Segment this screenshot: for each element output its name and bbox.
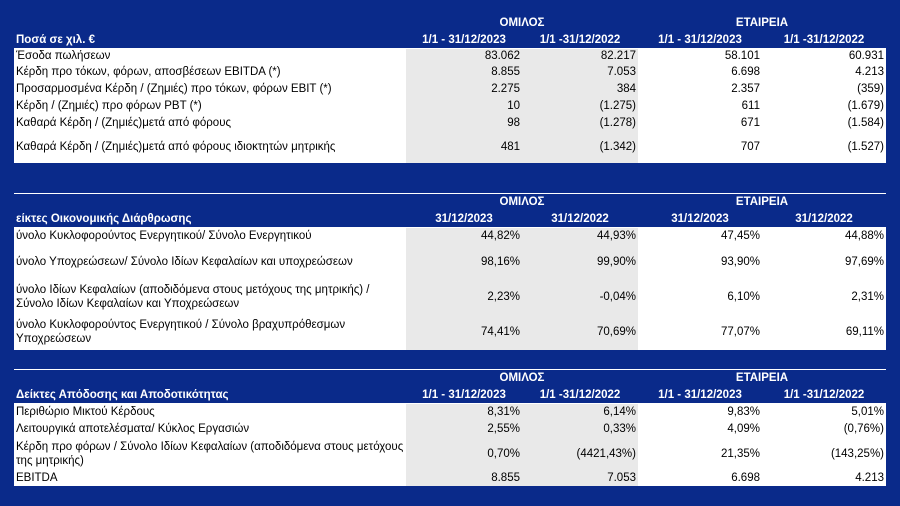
row-label: Καθαρά Κέρδη / (Ζημιές)μετά από φόρους ιδιοκτητών μητρικής	[14, 132, 406, 163]
cell-value: 384	[522, 81, 638, 98]
cell-value: 2,31%	[762, 280, 886, 315]
row-label: ύνολο Υποχρεώσεων/ Σύνολο Ιδίων Κεφαλαίων και υποχρεώσεων	[14, 245, 406, 280]
cell-value: 74,41%	[406, 315, 522, 350]
performance-ratios-table	[14, 369, 886, 486]
table-title: είκτες Οικονομικής Διάρθρωσης	[16, 212, 192, 225]
cell-value: (4421,43%)	[522, 438, 638, 470]
group-header-company: ΕΤΑΙΡΕΙΑ	[735, 17, 789, 29]
group-header-company: ΕΤΑΙΡΕΙΑ	[735, 196, 789, 208]
cell-value: (1.527)	[762, 132, 886, 163]
cell-value: 44,88%	[762, 228, 886, 245]
cell-value: 707	[638, 132, 762, 163]
table-title: Ποσά σε χιλ. €	[16, 33, 95, 46]
column-header: 1/1 - 31/12/2023	[422, 33, 506, 46]
cell-value: (1.584)	[762, 115, 886, 132]
cell-value: 82.217	[522, 49, 638, 64]
cell-value: 99,90%	[522, 245, 638, 280]
column-header: 1/1 -31/12/2022	[539, 33, 621, 46]
cell-value: 0,70%	[406, 438, 522, 470]
cell-value: 6.698	[638, 64, 762, 81]
row-label: Περιθώριο Μικτού Κέρδους	[14, 404, 406, 421]
column-header: 31/12/2023	[671, 212, 729, 225]
cell-value: 8,31%	[406, 404, 522, 421]
table-row	[14, 280, 886, 315]
cell-value: 98,16%	[406, 245, 522, 280]
table-row	[14, 245, 886, 280]
table-row	[14, 404, 886, 421]
row-label: Κέρδη προ τόκων, φόρων, αποσβέσεων EBITDA (*)	[14, 64, 406, 81]
row-label: ύνολο Κυκλοφορούντος Ενεργητικού / Σύνολο βραχυπρόθεσμων Υποχρεώσεων	[14, 315, 406, 350]
cell-value: 69,11%	[762, 315, 886, 350]
cell-value: 2,55%	[406, 421, 522, 438]
group-header-group: ΟΜΙΛΟΣ	[499, 372, 545, 384]
cell-value: 7.053	[522, 470, 638, 486]
table-row	[14, 64, 886, 81]
cell-value: (1.679)	[762, 98, 886, 115]
cell-value: 10	[406, 98, 522, 115]
column-header: 1/1 -31/12/2022	[783, 33, 865, 46]
table-row	[14, 98, 886, 115]
column-header: 1/1 -31/12/2022	[539, 388, 621, 401]
cell-value: 44,82%	[406, 228, 522, 245]
table-row	[14, 115, 886, 132]
table-row	[14, 315, 886, 350]
cell-value: 4,09%	[638, 421, 762, 438]
cell-value: (359)	[762, 81, 886, 98]
cell-value: 671	[638, 115, 762, 132]
row-label: EBITDA	[14, 470, 406, 486]
cell-value: 0,33%	[522, 421, 638, 438]
column-header: 1/1 - 31/12/2023	[658, 388, 742, 401]
row-label: Κέρδη / (Ζημιές) προ φόρων PBT (*)	[14, 98, 406, 115]
column-header: 1/1 - 31/12/2023	[422, 388, 506, 401]
cell-value: 8.855	[406, 64, 522, 81]
cell-value: (1.278)	[522, 115, 638, 132]
cell-value: (0,76%)	[762, 421, 886, 438]
cell-value: 93,90%	[638, 245, 762, 280]
cell-value: 6,10%	[638, 280, 762, 315]
summary-table	[14, 15, 886, 163]
cell-value: 6,14%	[522, 404, 638, 421]
cell-value: 7.053	[522, 64, 638, 81]
table-title: Δείκτες Απόδοσης και Αποδοτικότητας	[16, 388, 229, 401]
row-label: ύνολο Ιδίων Κεφαλαίων (αποδιδόμενα στους μετόχους της μητρικής) / Σύνολο Ιδίων Κεφαλαίων και Υποχρεώσεων	[14, 280, 406, 315]
row-label: ύνολο Κυκλοφορούντος Ενεργητικού/ Σύνολο Ενεργητικού	[14, 228, 406, 245]
cell-value: (143,25%)	[762, 438, 886, 470]
cell-value: 4.213	[762, 64, 886, 81]
table-row	[14, 470, 886, 486]
column-header: 1/1 -31/12/2022	[783, 388, 865, 401]
cell-value: 611	[638, 98, 762, 115]
row-label: Λειτουργικά αποτελέσματα/ Κύκλος Εργασιών	[14, 421, 406, 438]
group-header-group: ΟΜΙΛΟΣ	[499, 17, 545, 29]
cell-value: (1.275)	[522, 98, 638, 115]
table-row	[14, 81, 886, 98]
cell-value: 5,01%	[762, 404, 886, 421]
cell-value: (1.342)	[522, 132, 638, 163]
cell-value: 21,35%	[638, 438, 762, 470]
cell-value: 8.855	[406, 470, 522, 486]
cell-value: 2,23%	[406, 280, 522, 315]
cell-value: 4.213	[762, 470, 886, 486]
cell-value: 98	[406, 115, 522, 132]
cell-value: 9,83%	[638, 404, 762, 421]
cell-value: 60.931	[762, 49, 886, 64]
row-label: Προσαρμοσμένα Κέρδη / (Ζημιές) προ τόκων, φόρων EBIT (*)	[14, 81, 406, 98]
group-header-company: ΕΤΑΙΡΕΙΑ	[735, 372, 789, 384]
cell-value: 47,45%	[638, 228, 762, 245]
cell-value: 2.357	[638, 81, 762, 98]
column-header: 31/12/2023	[435, 212, 493, 225]
cell-value: 70,69%	[522, 315, 638, 350]
table-row	[14, 228, 886, 245]
table-row	[14, 132, 886, 163]
table-row	[14, 438, 886, 470]
column-header: 31/12/2022	[795, 212, 853, 225]
table-row	[14, 421, 886, 438]
column-header: 31/12/2022	[551, 212, 609, 225]
financial-structure-table	[14, 193, 886, 350]
cell-value: 83.062	[406, 49, 522, 64]
table-row	[14, 49, 886, 64]
row-label: Έσοδα πωλήσεων	[14, 49, 406, 64]
cell-value: 97,69%	[762, 245, 886, 280]
group-header-group: ΟΜΙΛΟΣ	[499, 196, 545, 208]
cell-value: 2.275	[406, 81, 522, 98]
column-header: 1/1 - 31/12/2023	[658, 33, 742, 46]
cell-value: 77,07%	[638, 315, 762, 350]
cell-value: 58.101	[638, 49, 762, 64]
cell-value: 6.698	[638, 470, 762, 486]
cell-value: 44,93%	[522, 228, 638, 245]
row-label: Καθαρά Κέρδη / (Ζημιές)μετά από φόρους	[14, 115, 406, 132]
cell-value: -0,04%	[522, 280, 638, 315]
cell-value: 481	[406, 132, 522, 163]
row-label: Κέρδη προ φόρων / Σύνολο Ιδίων Κεφαλαίων (αποδιδόμενα στους μετόχους της μητρικής)	[14, 438, 406, 470]
